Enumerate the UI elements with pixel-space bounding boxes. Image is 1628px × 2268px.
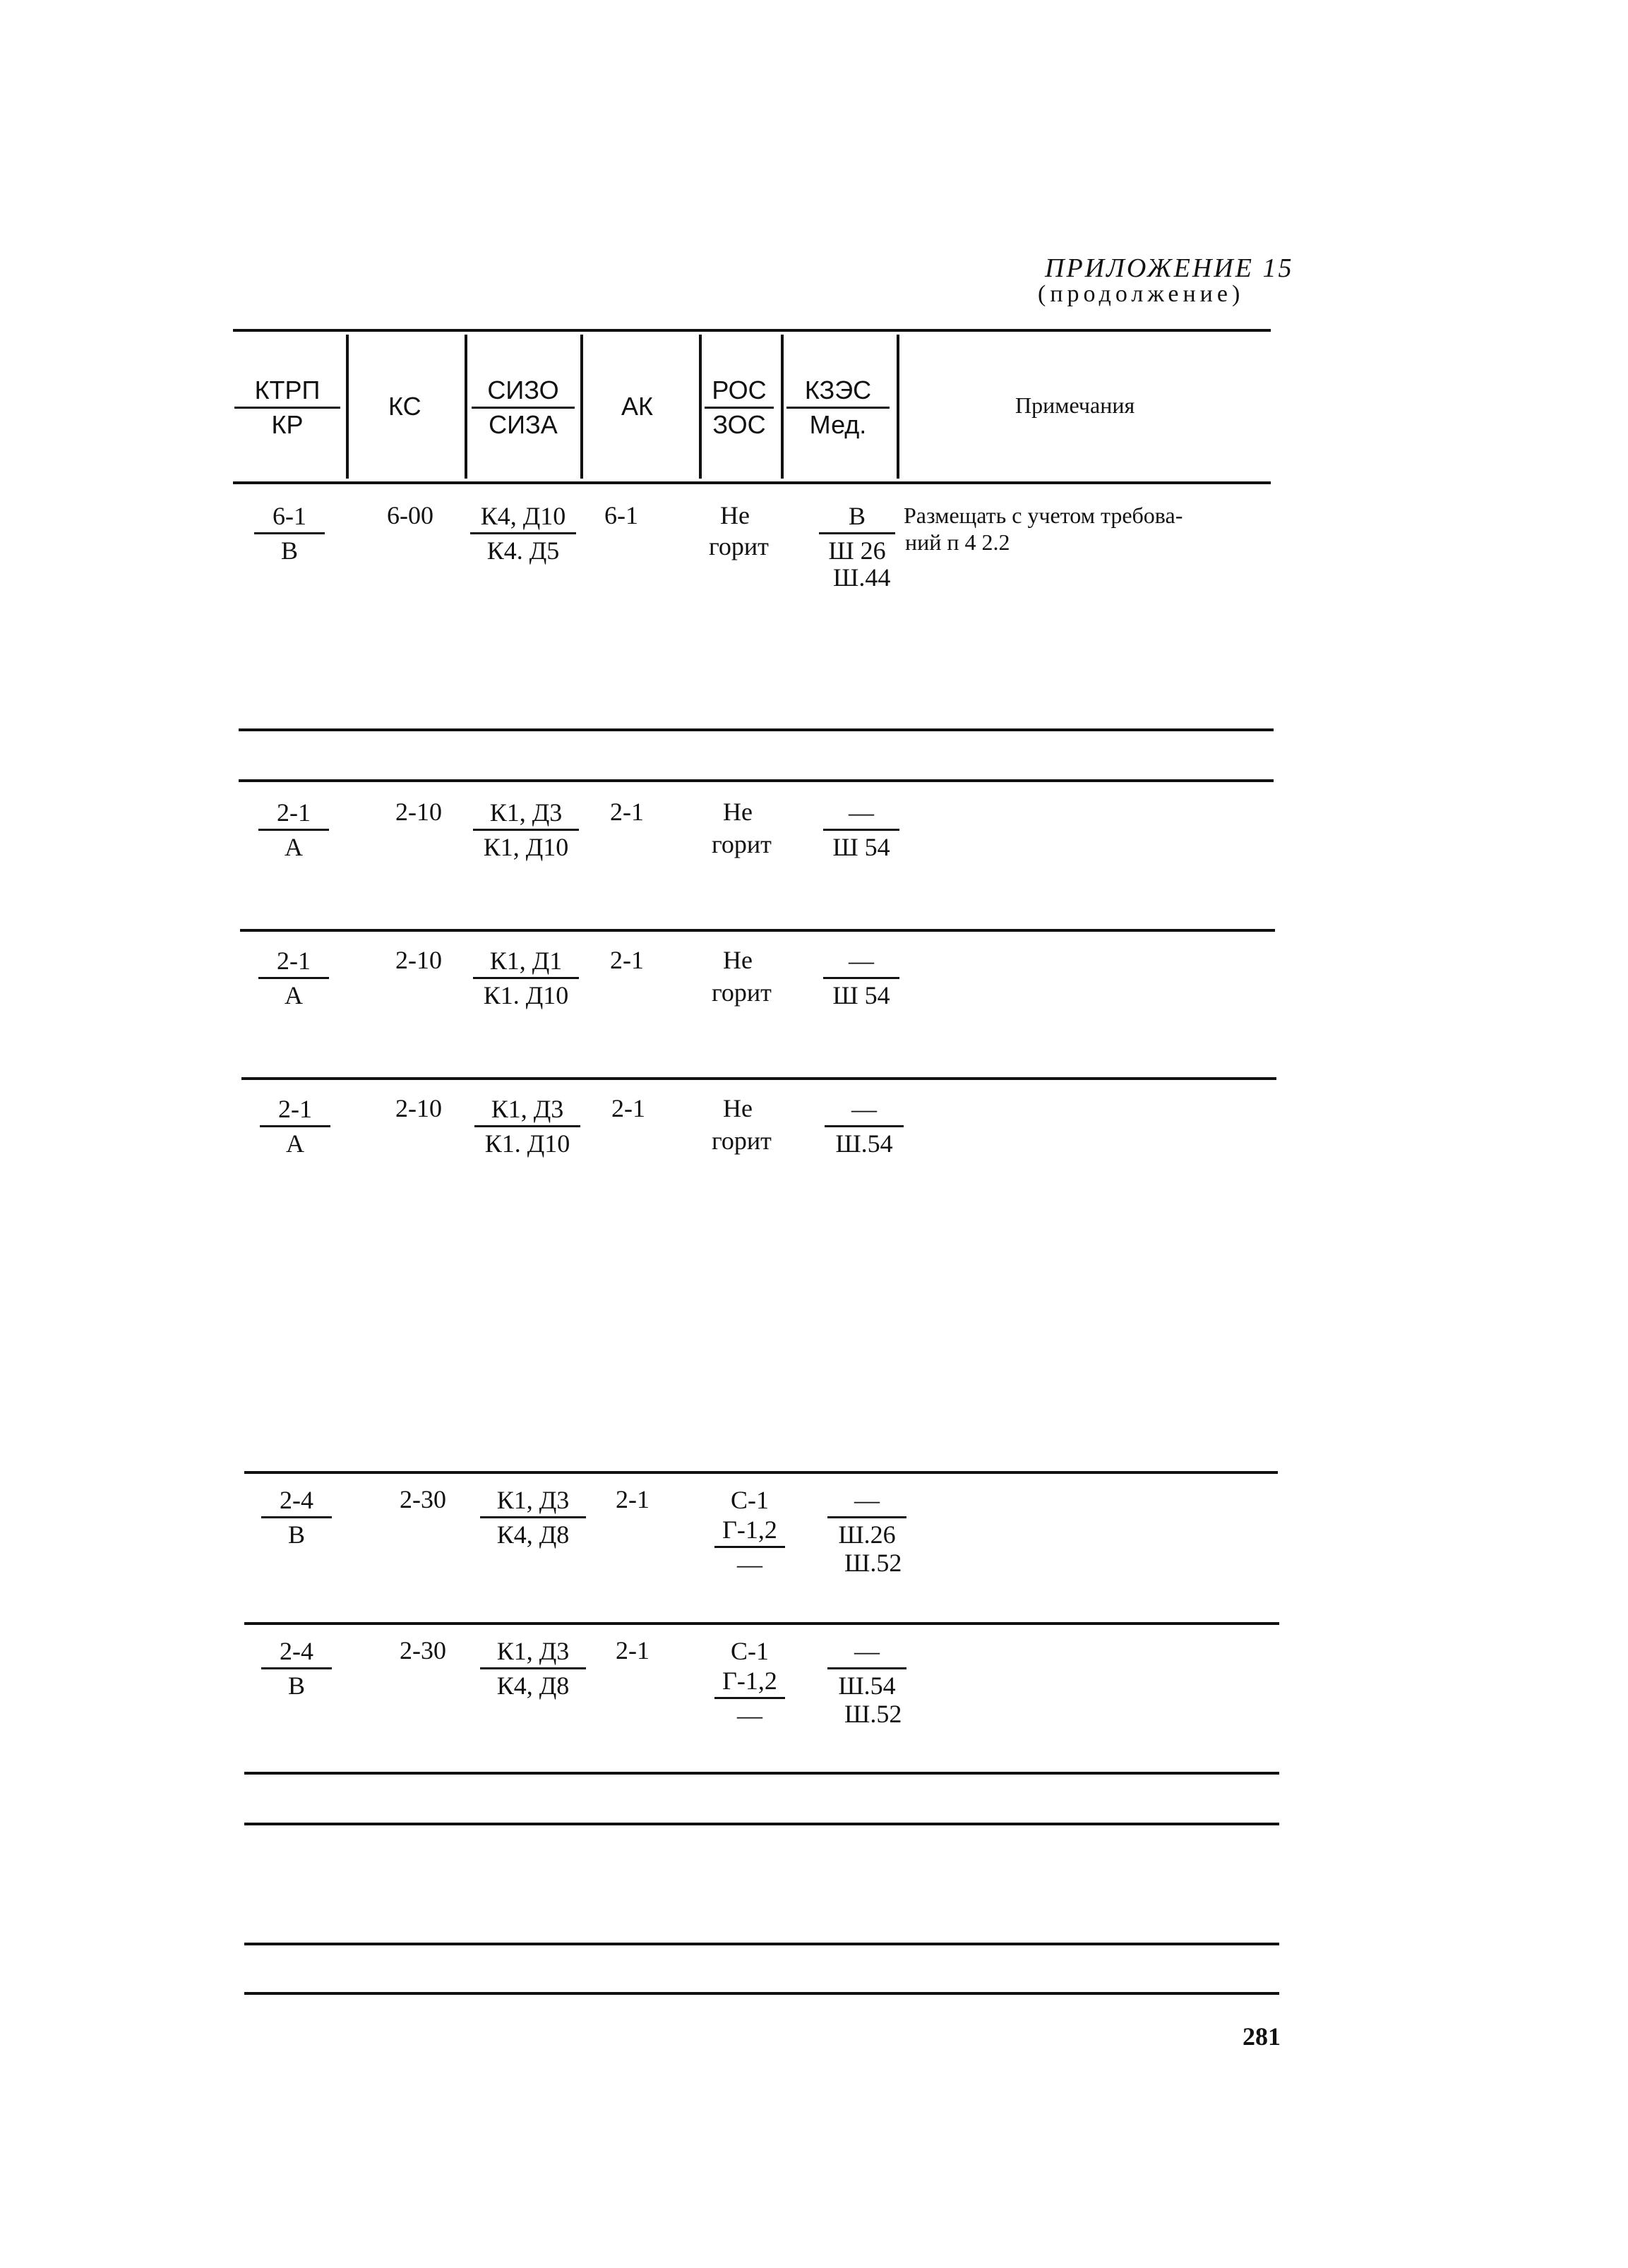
kzes-med-cell: — Ш 54 (823, 946, 899, 1010)
sizo-siza-cell: К1, Д1 К1. Д10 (473, 946, 579, 1010)
ks-cell: 2-10 (395, 1094, 442, 1122)
row-rule (244, 1622, 1279, 1625)
note-line1: Размещать с учетом требова- (904, 503, 1183, 528)
med-cell-line2: Ш.52 (844, 1549, 902, 1577)
row-rule (239, 728, 1274, 731)
ros-cell-line1: Не (723, 1094, 753, 1122)
appendix-title: ПРИЛОЖЕНИЕ 15 (1045, 253, 1294, 283)
col-ktrp-kr-header: КТРП КР (234, 376, 340, 440)
ros-zos-cell: С-1 Г-1,2 — (714, 1485, 785, 1579)
row-rule (244, 1823, 1279, 1825)
ktrp-kr-cell: 6-1 В (254, 501, 325, 565)
ros-cell-line1: Не (723, 946, 753, 974)
ktrp-kr-cell: 2-4 В (261, 1636, 332, 1700)
ak-cell: 6-1 (604, 501, 638, 529)
med-cell-line2: Ш.52 (844, 1700, 902, 1728)
column-divider (465, 335, 467, 479)
ktrp-kr-cell: 2-4 В (261, 1485, 332, 1549)
page-number: 281 (1243, 2022, 1281, 2051)
ks-cell: 2-10 (395, 946, 442, 974)
ros-cell-line1: Не (723, 798, 753, 826)
kzes-med-cell: — Ш 54 (823, 798, 899, 862)
sizo-siza-cell: К4, Д10 К4. Д5 (470, 501, 576, 565)
kzes-med-cell: — Ш.26 (827, 1485, 906, 1549)
col-ak-header: АК (621, 392, 653, 421)
sizo-siza-cell: К1, Д3 К4, Д8 (480, 1485, 586, 1549)
col-sizo-siza-header: СИЗО СИЗА (472, 376, 575, 440)
header-bottom-rule (233, 481, 1271, 484)
note-line2: ний п 4 2.2 (905, 529, 1010, 555)
sizo-siza-cell: К1, Д3 К1, Д10 (473, 798, 579, 862)
ks-cell: 2-30 (400, 1636, 446, 1664)
ros-cell-line2: горит (712, 1127, 772, 1155)
ks-cell: 2-30 (400, 1485, 446, 1513)
ktrp-kr-cell: 2-1 А (260, 1094, 330, 1158)
kzes-med-cell: — Ш.54 (827, 1636, 906, 1700)
col-notes-header: Примечания (1015, 392, 1135, 418)
row-rule (240, 929, 1275, 932)
col-kzes-med-header: КЗЭС Мед. (786, 376, 890, 440)
ak-cell: 2-1 (611, 1094, 645, 1122)
ktrp-kr-cell: 2-1 А (258, 798, 329, 862)
column-divider (580, 335, 583, 479)
ros-cell-line2: горит (712, 830, 772, 858)
row-rule (244, 1471, 1278, 1474)
column-divider (346, 335, 349, 479)
ak-cell: 2-1 (616, 1636, 650, 1664)
kzes-med-cell: В Ш 26 (819, 501, 895, 565)
row-rule (239, 779, 1274, 782)
header-top-rule (233, 329, 1271, 332)
row-rule (244, 1943, 1279, 1945)
kzes-med-cell: — Ш.54 (825, 1094, 904, 1158)
ak-cell: 2-1 (610, 798, 644, 826)
ak-cell: 2-1 (616, 1485, 650, 1513)
ros-cell-line2: горит (712, 978, 772, 1007)
column-divider (699, 335, 702, 479)
ktrp-kr-cell: 2-1 А (258, 946, 329, 1010)
sizo-siza-cell: К1, Д3 К4, Д8 (480, 1636, 586, 1700)
col-ros-zos-header: РОС ЗОС (705, 376, 774, 440)
col-ks-header: КС (388, 392, 421, 421)
ks-cell: 6-00 (387, 501, 433, 529)
ros-cell-line2: горит (709, 532, 769, 560)
med-cell-line2: Ш.44 (833, 563, 891, 592)
column-divider (781, 335, 784, 479)
sizo-siza-cell: К1, Д3 К1. Д10 (474, 1094, 580, 1158)
ks-cell: 2-10 (395, 798, 442, 826)
row-rule (241, 1077, 1276, 1080)
appendix-subtitle: (продолжение) (1038, 281, 1245, 307)
row-rule (244, 1772, 1279, 1775)
ak-cell: 2-1 (610, 946, 644, 974)
column-divider (897, 335, 899, 479)
ros-cell-line1: Не (720, 501, 750, 529)
row-rule (244, 1992, 1279, 1995)
ros-zos-cell: С-1 Г-1,2 — (714, 1636, 785, 1730)
